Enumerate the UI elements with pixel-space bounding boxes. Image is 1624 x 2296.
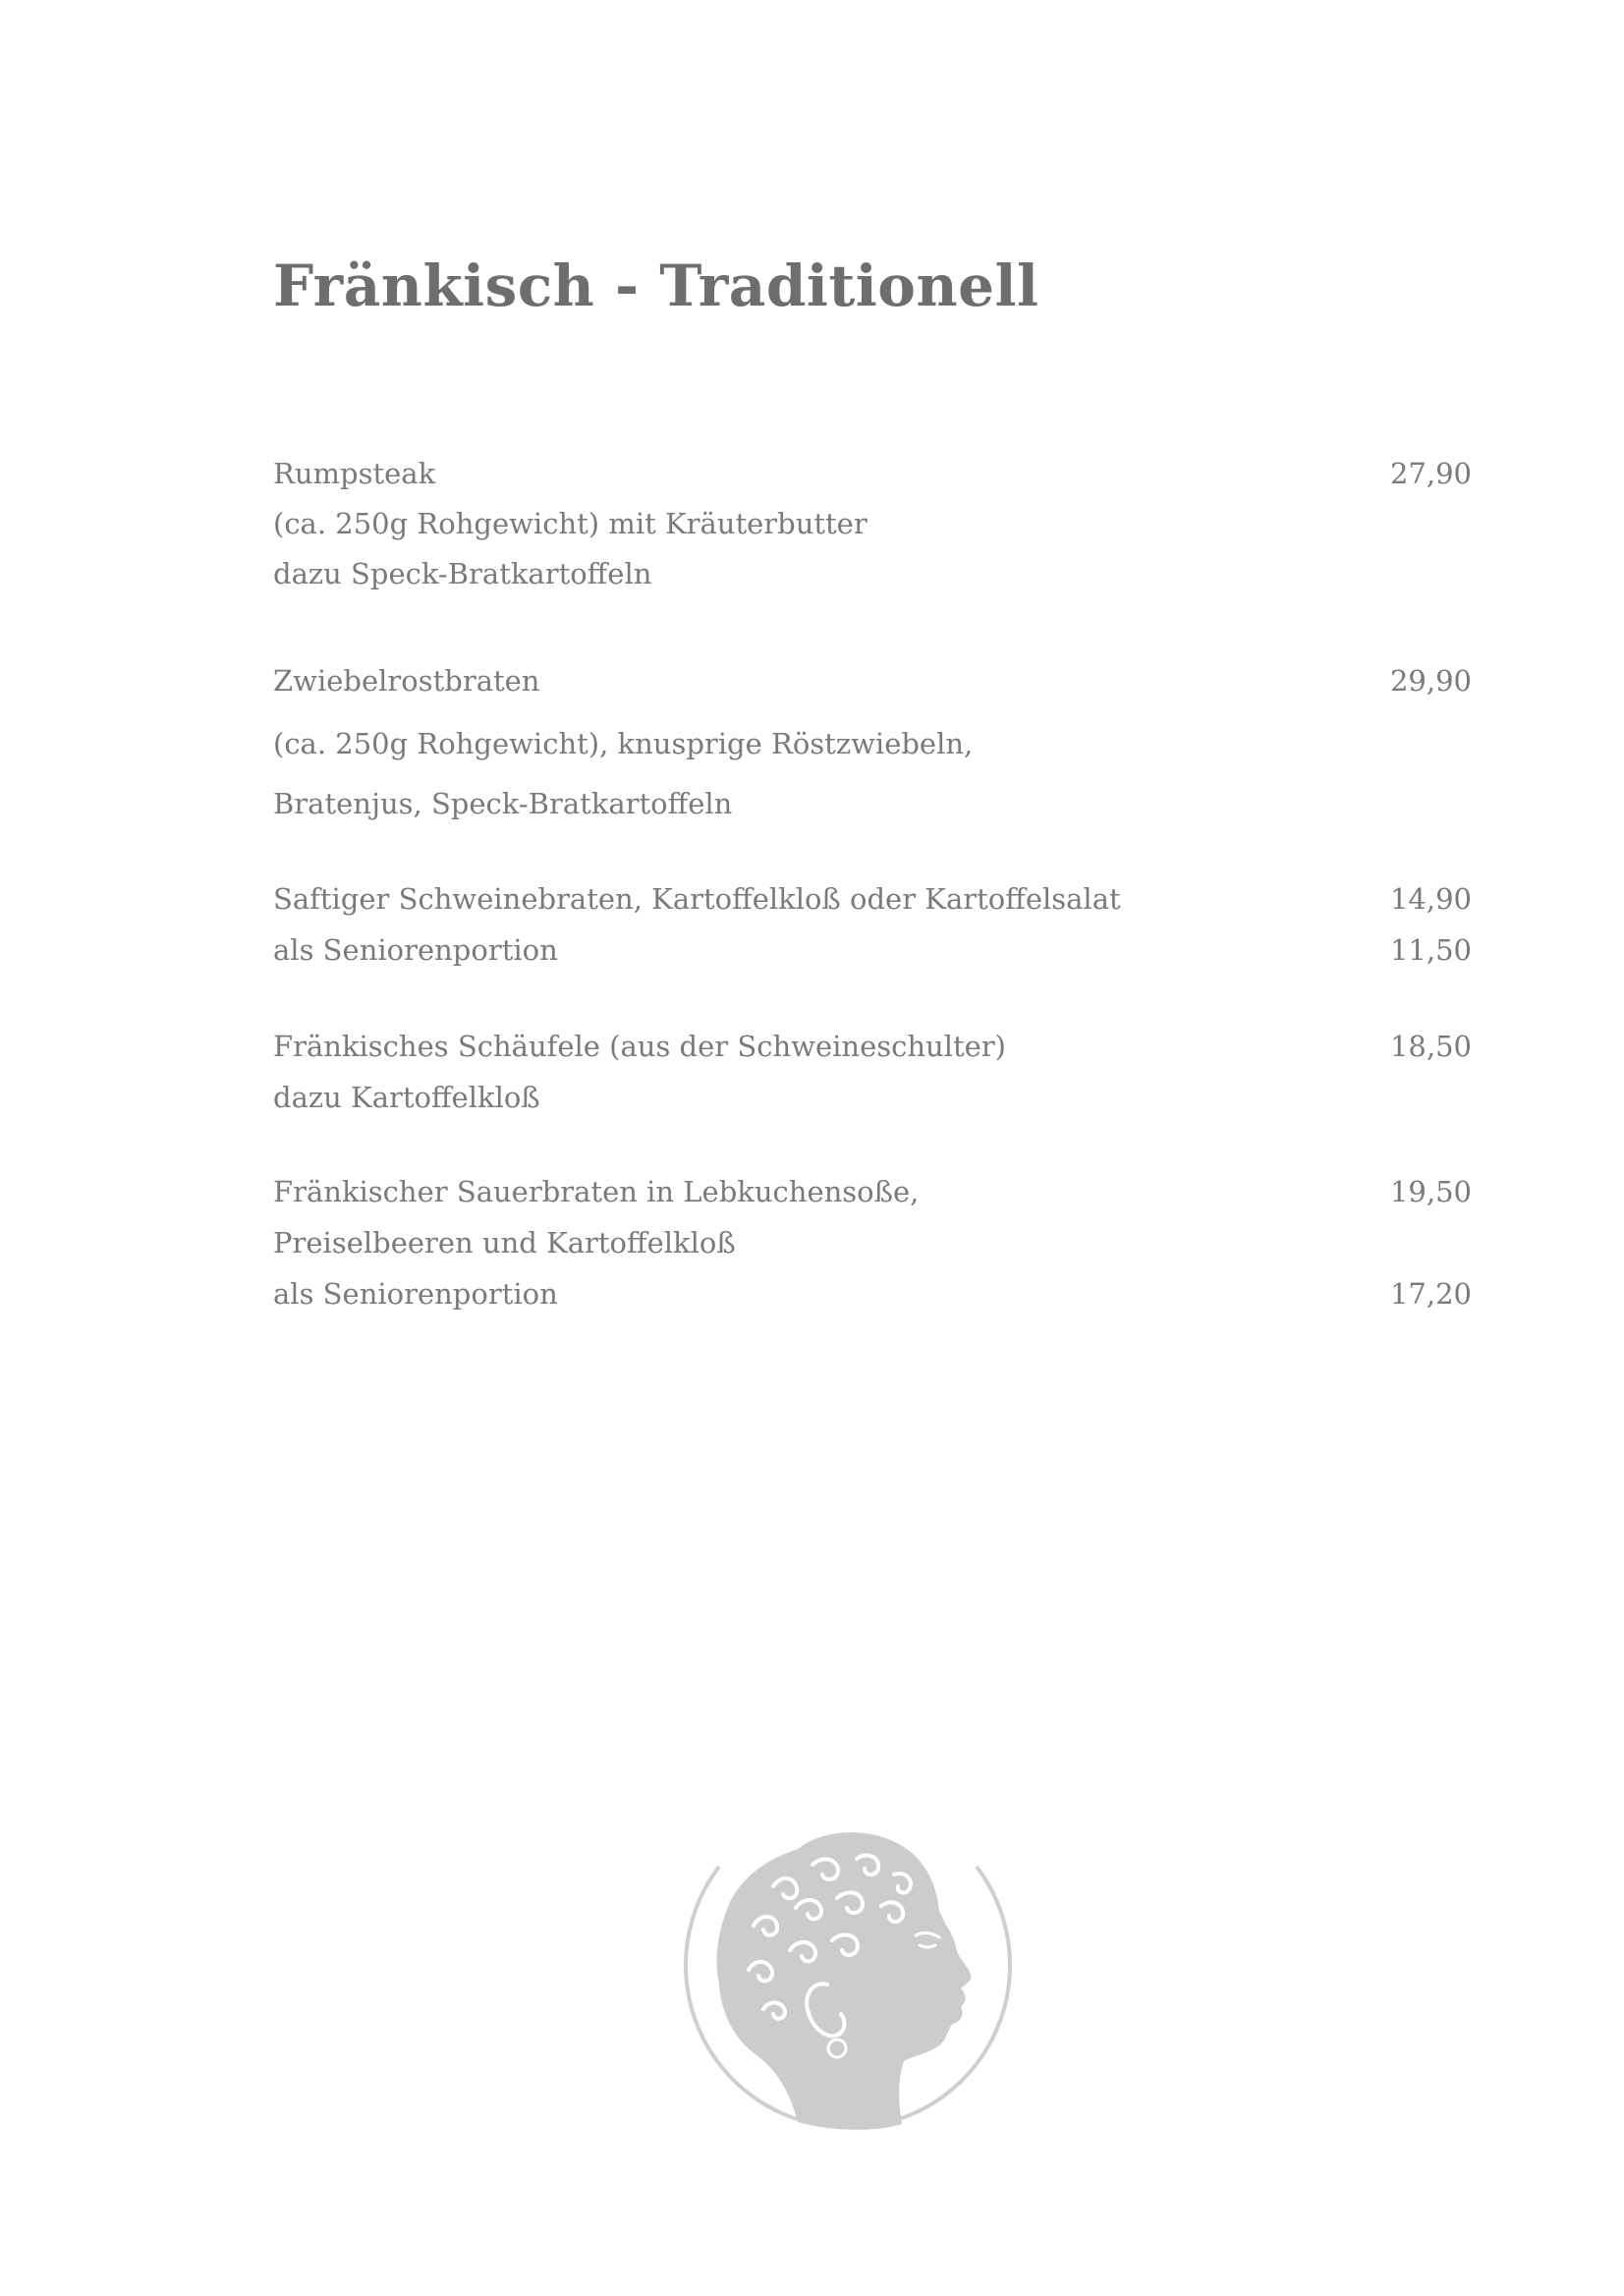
menu-item-zwiebelrostbraten-description-line [273, 724, 1472, 763]
dish-description: (ca. 250g Rohgewicht) mit Kräuterbutter [273, 507, 868, 540]
dish-price: 17,20 [1389, 1277, 1472, 1311]
menu-item-zwiebelrostbraten-name-line [273, 661, 1472, 700]
dish-name: Zwiebelrostbraten [273, 664, 540, 698]
dish-price: 14,90 [1389, 882, 1472, 916]
dish-description: dazu Speck-Bratkartoffeln [273, 557, 652, 590]
menu-item-zwiebelrostbraten-description-line [273, 784, 1472, 823]
menu-item-rumpsteak-name-line [273, 454, 1472, 493]
dish-price: 11,50 [1389, 933, 1472, 967]
menu-item-rumpsteak-description-line [273, 554, 1472, 593]
menu-item-schweinebraten-senior-line [273, 930, 1472, 970]
dish-price: 19,50 [1389, 1175, 1472, 1208]
dish-description: dazu Kartoffelkloß [273, 1081, 540, 1114]
dish-name: Fränkischer Sauerbraten in Lebkuchensoße, [273, 1175, 920, 1208]
menu-item-sauerbraten-name-line [273, 1172, 1472, 1211]
dish-description: als Seniorenportion [273, 933, 558, 967]
dish-description: Preiselbeeren und Kartoffelkloß [273, 1226, 736, 1260]
dish-name: Rumpsteak [273, 457, 436, 490]
dish-price: 27,90 [1389, 457, 1472, 490]
menu-item-rumpsteak-description-line [273, 504, 1472, 543]
menu-item-schaeufele-name-line [273, 1027, 1472, 1066]
page-title: Fränkisch - Traditionell [273, 252, 1039, 319]
dish-description: Bratenjus, Speck-Bratkartoffeln [273, 787, 733, 820]
menu-item-schweinebraten-name-line [273, 879, 1472, 919]
dish-price: 18,50 [1389, 1030, 1472, 1063]
menu-item-sauerbraten-description-line [273, 1223, 1472, 1262]
menu-item-sauerbraten-senior-line [273, 1274, 1472, 1314]
dish-name: Fränkisches Schäufele (aus der Schweineschulter) [273, 1030, 1006, 1063]
menu-item-schaeufele-description-line [273, 1078, 1472, 1117]
dish-name: Saftiger Schweinebraten, Kartoffelkloß oder Kartoffelsalat [273, 882, 1121, 916]
dish-description: als Seniorenportion [273, 1277, 558, 1311]
dish-price: 29,90 [1389, 664, 1472, 698]
moor-head-profile-icon [680, 1798, 1016, 2134]
dish-description: (ca. 250g Rohgewicht), knusprige Röstzwiebeln, [273, 727, 974, 760]
